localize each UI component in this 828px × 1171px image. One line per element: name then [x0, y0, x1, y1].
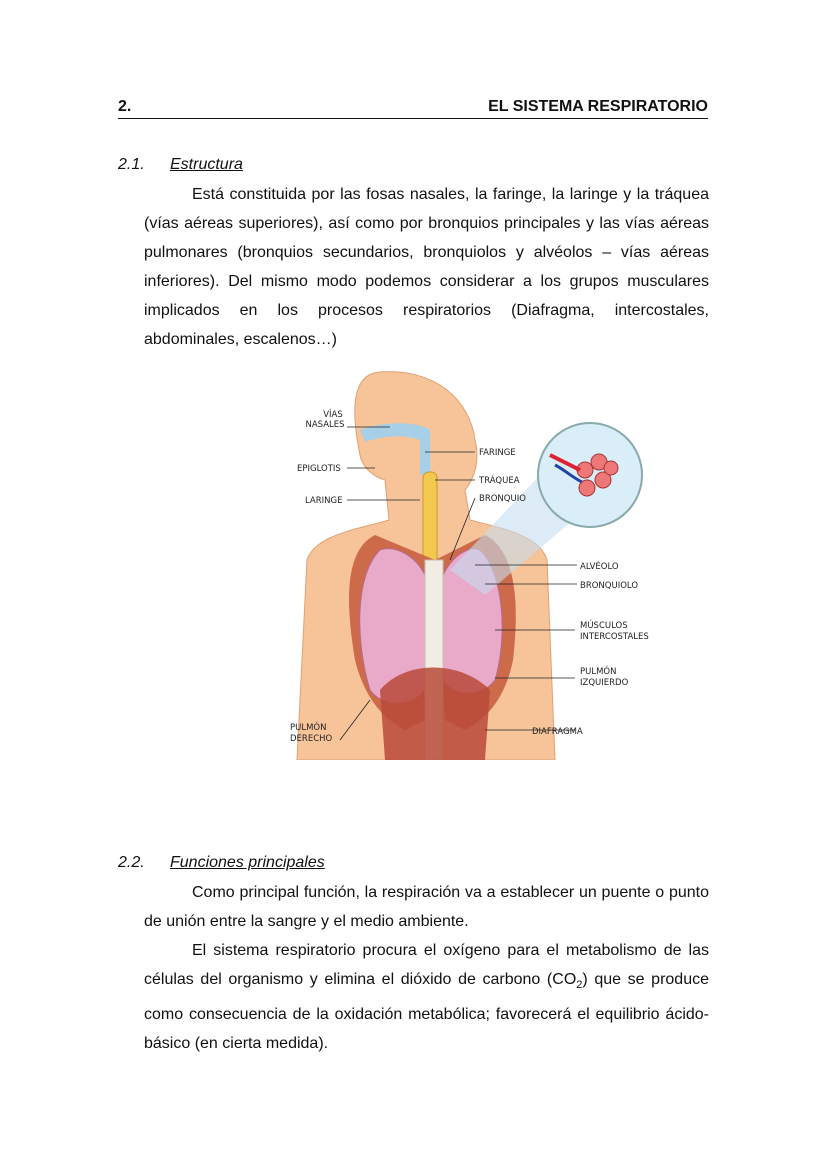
label-faringe: FARINGE	[479, 448, 516, 458]
estructura-paragraph: Está constituida por las fosas nasales, la faringe, la laringe y la tráquea (vías aéreas superiores), así como por bronquios principales y las vías aéreas pulmonares (bronquios secundarios, bronquiolos y alvéolos – vías aéreas inferiores). Del mismo modo podemos considerar a los grupos musculares implicados en los procesos respiratorios (Diafragma, intercostales, abdominales, escalenos…)	[144, 186, 709, 348]
chapter-number: 2.	[118, 98, 132, 115]
label-musculos: MÚSCULOS	[580, 621, 628, 631]
section-number: 2.1.	[118, 156, 145, 173]
paragraph-text-part-1: El sistema respiratorio procura el oxígeno para el metabolismo de las células del organismo y elimina el dióxido de carbono (CO	[144, 942, 709, 988]
label-traquea: TRÁQUEA	[479, 476, 520, 486]
funciones-paragraph-1: Como principal función, la respiración va a establecer un puente o punto de unión entre la sangre y el medio ambiente.	[144, 884, 709, 930]
chapter-title: EL SISTEMA RESPIRATORIO	[488, 98, 708, 115]
label-nasales: NASALES	[305, 420, 345, 430]
label-epiglotis: EPIGLOTIS	[297, 464, 341, 474]
label-pulmon-derecho-1: PULMÓN	[290, 723, 327, 733]
label-intercostales: INTERCOSTALES	[580, 632, 649, 642]
label-alveolo: ALVÉOLO	[580, 562, 619, 572]
label-laringe: LARINGE	[305, 496, 343, 506]
respiratory-diagram-svg	[285, 360, 675, 760]
label-bronquio: BRONQUIO	[479, 494, 526, 504]
label-pulmon-izquierdo-2: IZQUIERDO	[580, 678, 629, 688]
section-heading-estructura	[118, 156, 243, 174]
section-title: Estructura	[170, 156, 243, 173]
label-bronquiolo: BRONQUIOLO	[580, 581, 639, 591]
label-vias: VÍAS	[323, 410, 343, 420]
funciones-paragraph-2	[144, 936, 709, 1058]
label-diafragma: DIAFRAGMA	[532, 727, 583, 737]
label-pulmon-derecho-2: DERECHO	[290, 734, 333, 744]
label-pulmon-izquierdo-1: PULMÓN	[580, 667, 617, 677]
paragraph-text-part-2: ) que se produce como consecuencia de la oxidación metabólica; favorecerá el equilibrio ácido-básico (en cierta medida).	[144, 971, 710, 1053]
section-heading-funciones	[118, 854, 325, 872]
co2-subscript: 2	[576, 979, 583, 992]
respiratory-system-diagram	[285, 360, 675, 760]
section-title: Funciones principales	[170, 854, 325, 871]
section-number: 2.2.	[118, 854, 145, 871]
page-header	[118, 98, 708, 119]
